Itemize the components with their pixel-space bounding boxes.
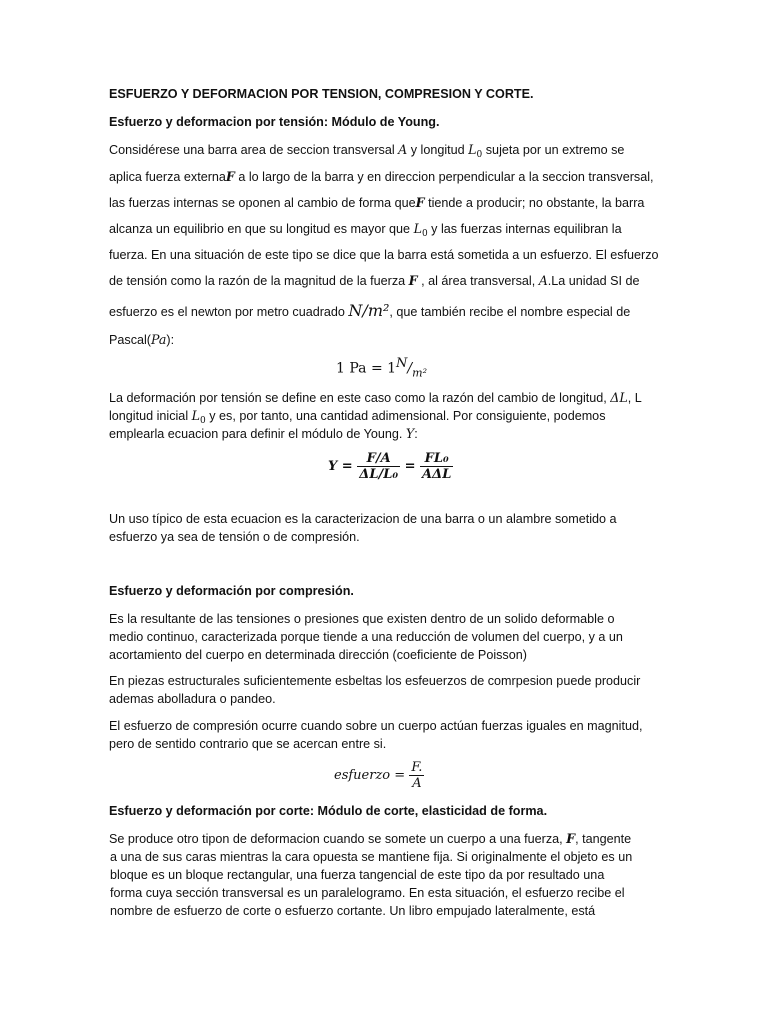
- document-title: ESFUERZO Y DEFORMACION POR TENSION, COMPRESION Y CORTE.: [109, 87, 534, 101]
- unit-n-per-m2: N/m²: [348, 301, 390, 320]
- paragraph-line: medio continuo, caracterizada porque tiende a una reducción de volumen del cuerpo, y a un: [109, 630, 623, 644]
- paragraph-line: a una de sus caras mientras la cara opuesta se mantiene fija. Si originalmente el objeto es un: [110, 850, 633, 864]
- paragraph-line: Un uso típico de esta ecuacion es la caracterizacion de una barra o un alambre sometido a: [109, 512, 617, 526]
- paragraph-line: esfuerzo es el newton por metro cuadrado N/m², que también recibe el nombre especial de: [109, 301, 631, 320]
- paragraph-line: ademas abolladura o pandeo.: [109, 692, 276, 706]
- equation-pascal: 1 $Pa = 1^N/_{m^2}$: [336, 356, 427, 380]
- paragraph-line: forma cuya sección transversal es un paralelogramo. En esta situación, el esfuerzo recibe el: [110, 886, 625, 900]
- paragraph-line: Se produce otro tipon de deformacion cuando se somete un cuerpo a una fuerza, F, tangente: [109, 831, 632, 846]
- paragraph-line: aplica fuerza externaF a lo largo de la barra y en direccion perpendicular a la seccion transversal,: [109, 169, 654, 184]
- paragraph-line: pero de sentido contrario que se acercan entre si.: [109, 737, 387, 751]
- paragraph-line: acortamiento del cuerpo en determinada dirección (coeficiente de Poisson): [109, 648, 527, 662]
- section-heading-tension: Esfuerzo y deformacion por tensión: Módulo de Young.: [109, 115, 440, 129]
- section-heading-compression: Esfuerzo y deformación por compresión.: [109, 584, 354, 598]
- paragraph-line: La deformación por tensión se define en este caso como la razón del cambio de longitud, ΔL, L: [109, 390, 642, 405]
- section-heading-shear: Esfuerzo y deformación por corte: Módulo de corte, elasticidad de forma.: [109, 804, 548, 818]
- paragraph-line: Considérese una barra area de seccion transversal A y longitud $L_0$ sujeta por un extremo se: [109, 142, 625, 160]
- paragraph-line: Pascal(Pa):: [109, 332, 175, 347]
- paragraph-line: El esfuerzo de compresión ocurre cuando sobre un cuerpo actúan fuerzas iguales en magnitud,: [109, 719, 643, 733]
- paragraph-line: esfuerzo ya sea de tensión o de compresión.: [109, 530, 360, 544]
- equation-esfuerzo: esfuerzo = $\frac{F.}{A}$: [334, 760, 423, 791]
- paragraph-line: las fuerzas internas se oponen al cambio de forma queF tiende a producir; no obstante, la barra: [109, 195, 645, 210]
- paragraph-line: bloque es un bloque rectangular, una fuerza tangencial de este tipo da por resultado una: [110, 868, 605, 882]
- paragraph-line: alcanza un equilibrio en que su longitud es mayor que $L_0$ y las fuerzas internas equilibran la: [109, 221, 622, 239]
- paragraph-line: fuerza. En una situación de este tipo se dice que la barra está sometida a un esfuerzo. El esfuerzo: [109, 248, 659, 262]
- paragraph-line: emplearla ecuacion para definir el módulo de Young. Y:: [109, 426, 418, 441]
- paragraph-line: Es la resultante de las tensiones o presiones que existen dentro de un solido deformable o: [109, 612, 615, 626]
- paragraph-line: nombre de esfuerzo de corte o esfuerzo cortante. Un libro empujado lateralmente, está: [110, 904, 596, 918]
- paragraph-line: de tensión como la razón de la magnitud de la fuerza F , al área transversal, A.La unidad SI de: [109, 273, 640, 288]
- equation-young-modulus: Y = $\frac{F/A}{\text{ΔL/L₀}}$ = $\frac{\text{FL₀}}{\text{AΔL}}$: [328, 451, 452, 482]
- paragraph-line: longitud inicial $L_0$ y es, por tanto, una cantidad adimensional. Por consiguiente, podemos: [109, 408, 606, 426]
- paragraph-line: En piezas estructurales suficientemente esbeltas los esfeuerzos de comrpesion puede producir: [109, 674, 641, 688]
